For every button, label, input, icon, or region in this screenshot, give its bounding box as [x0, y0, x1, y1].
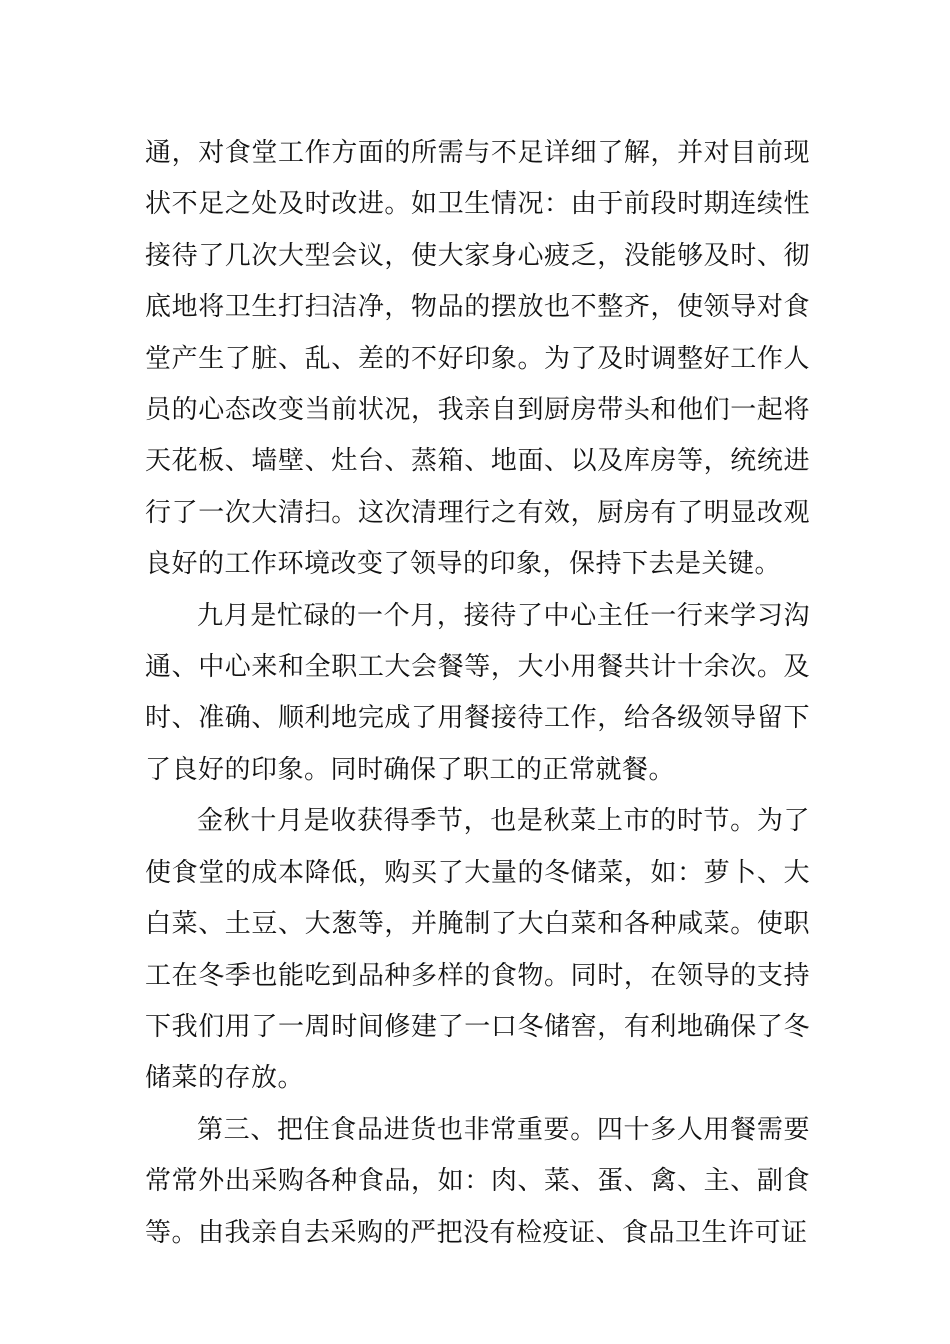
- paragraph-purchasing: 第三、把住食品进货也非常重要。四十多人用餐需要常常外出采购各种食品，如：肉、菜、蛋、禽、主、副食等。由我亲自去采购的严把没有检疫证、食品卫生许可证: [145, 1114, 810, 1248]
- paragraph-continued: 通，对食堂工作方面的所需与不足详细了解，并对目前现状不足之处及时改进。如卫生情况：由于前段时期连续性接待了几次大型会议，使大家身心疲乏，没能够及时、彻底地将卫生打扫洁净，物品的摆放也不整齐，使领导对食堂产生了脏、乱、差的不好印象。为了及时调整好工作人员的心态改变当前状况，我亲自到厨房带头和他们一起将天花板、墙壁、灶台、蒸箱、地面、以及库房等，统统进行了一次大清扫。这次清理行之有效，厨房有了明显改观良好的工作环境改变了领导的印象，保持下去是关键。: [145, 138, 810, 580]
- paragraph-october: 金秋十月是收获得季节，也是秋菜上市的时节。为了使食堂的成本降低，购买了大量的冬储菜，如：萝卜、大白菜、土豆、大葱等，并腌制了大白菜和各种咸菜。使职工在冬季也能吃到品种多样的食物。同时，在领导的支持下我们用了一周时间修建了一口冬储窖，有利地确保了冬储菜的存放。: [145, 806, 810, 1094]
- document-body: [145, 128, 810, 1259]
- paragraph-september: 九月是忙碌的一个月，接待了中心主任一行来学习沟通、中心来和全职工大会餐等，大小用餐共计十余次。及时、准确、顺利地完成了用餐接待工作，给各级领导留下了良好的印象。同时确保了职工的正常就餐。: [145, 600, 810, 785]
